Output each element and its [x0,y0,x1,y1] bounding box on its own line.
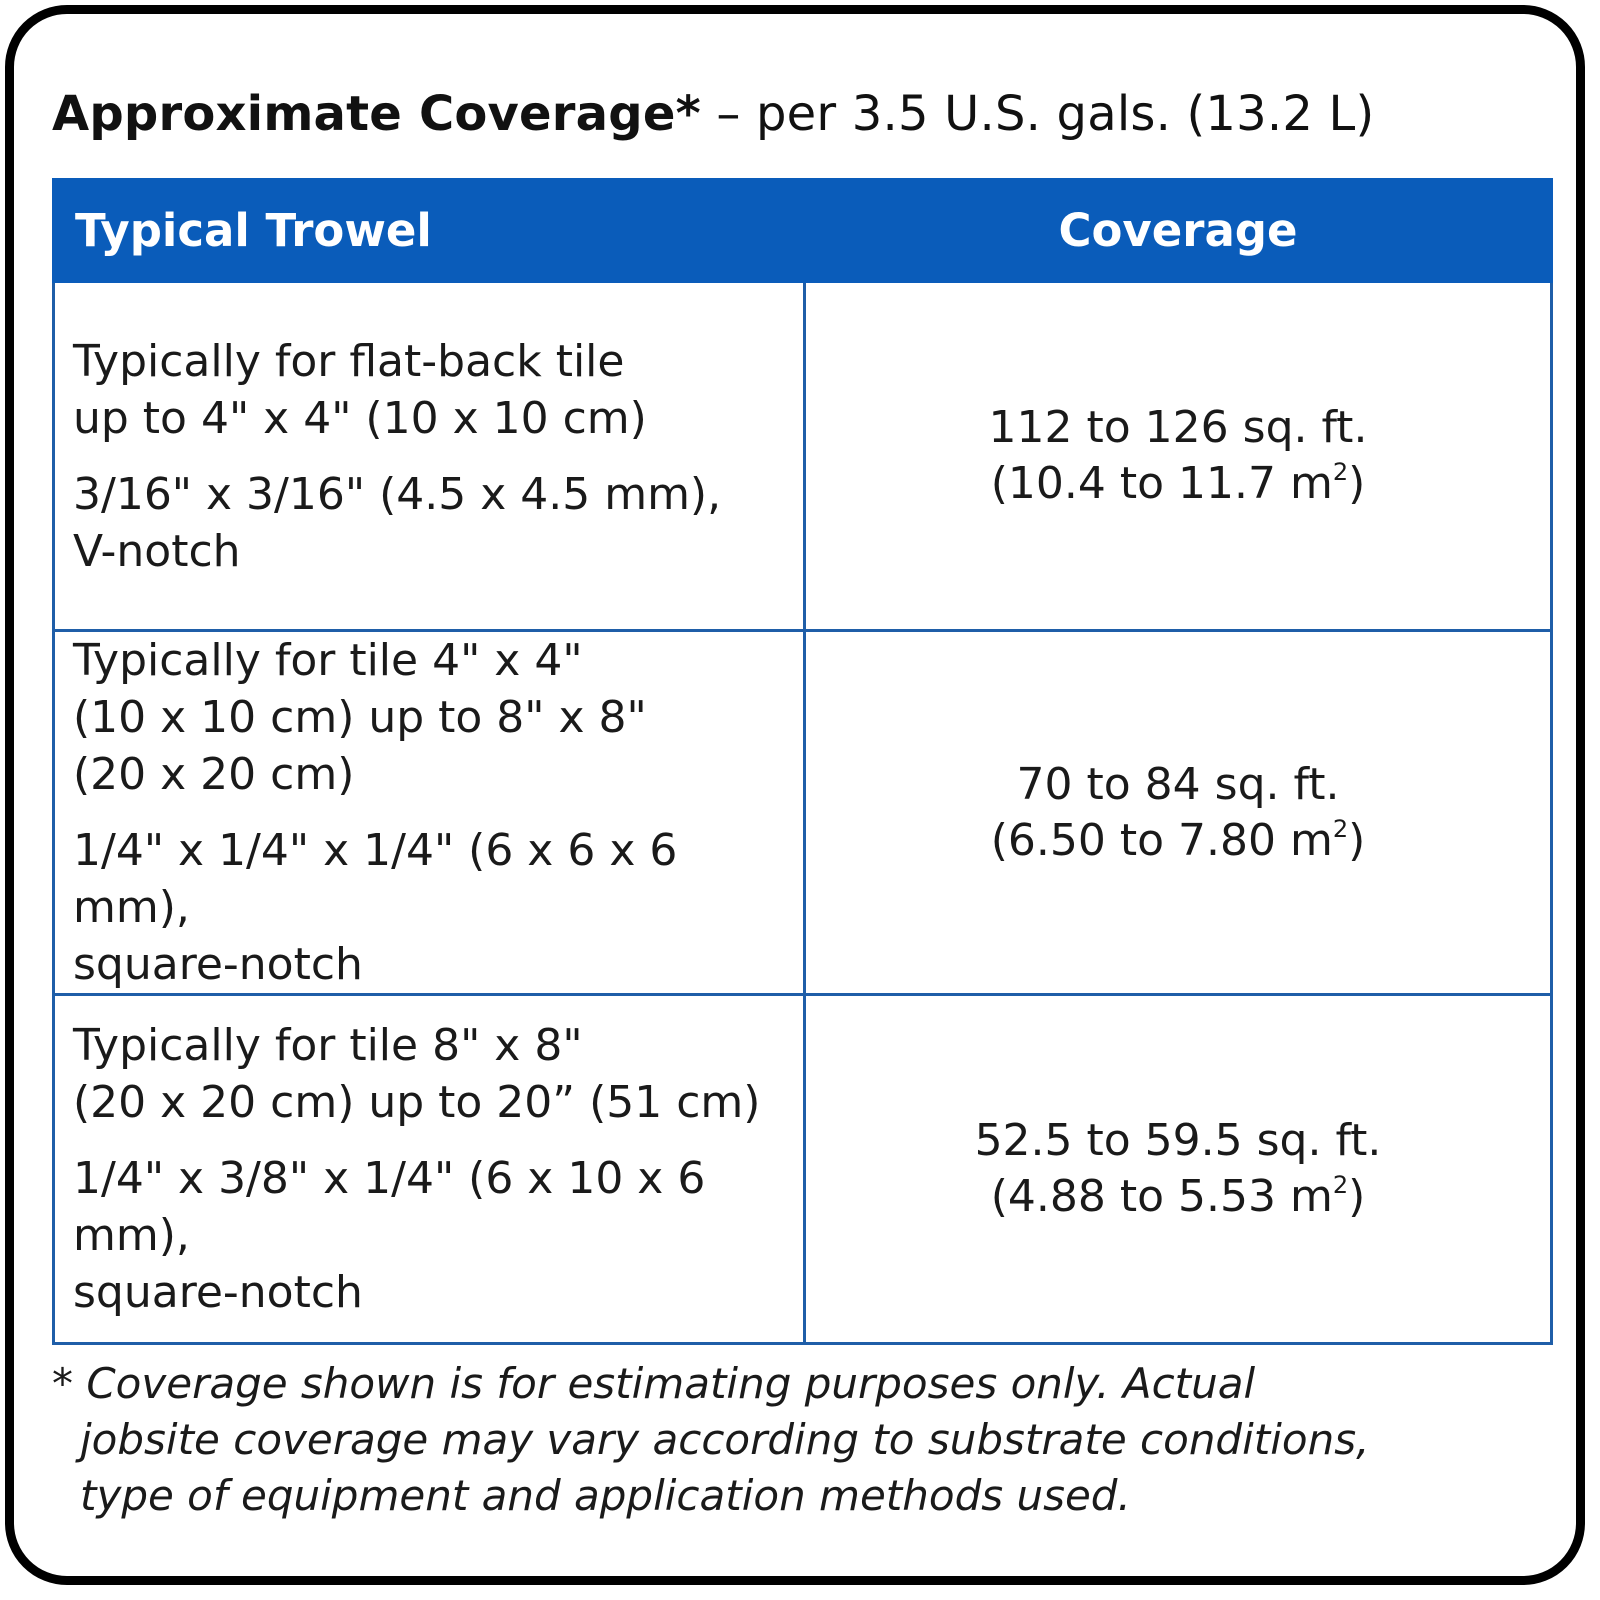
coverage-metric-value: (10.4 to 11.7 m [990,458,1333,509]
coverage-cell [805,995,1552,1344]
notch-line: 1/4" x 3/8" x 1/4" (6 x 10 x 6 mm), [73,1153,706,1261]
footnote-line: * Coverage shown is for estimating purposes only. Actual [52,1359,1256,1408]
coverage-metric [807,456,1549,512]
coverage-metric-close: ) [1348,458,1366,509]
footnote-line: jobsite coverage may vary according to substrate conditions, [80,1415,1370,1464]
coverage-metric-exponent: 2 [1332,814,1349,843]
tile-description [73,333,785,447]
title-bold: Approximate Coverage* [52,86,701,142]
table-header-row [54,180,1552,282]
footnote-line: type of equipment and application methods used. [80,1471,1131,1520]
coverage-metric-value: (6.50 to 7.80 m [990,814,1333,866]
tile-description [73,1017,785,1131]
coverage-imperial: 70 to 84 sq. ft. [1016,758,1340,810]
table-row [54,631,1552,995]
coverage-metric [807,813,1549,869]
table-row [54,282,1552,631]
coverage-metric [807,1169,1549,1225]
coverage-metric-exponent: 2 [1332,1171,1349,1199]
trowel-cell [54,995,805,1344]
coverage-imperial: 112 to 126 sq. ft. [988,402,1368,453]
trowel-cell [54,631,805,995]
tile-line: up to 4" x 4" (10 x 10 cm) [73,392,647,444]
tile-line: (20 x 20 cm) up to 20” (51 cm) [73,1077,761,1128]
tile-line: (20 x 20 cm) [73,749,355,800]
notch-description [73,466,785,580]
coverage-table [52,178,1553,1345]
notch-description [73,1150,785,1321]
tile-description [73,632,785,803]
tile-line: Typically for tile 4" x 4" [73,635,583,686]
footnote [52,1356,1552,1524]
coverage-imperial: 52.5 to 59.5 sq. ft. [974,1115,1382,1166]
coverage-cell [805,631,1552,995]
coverage-metric-close: ) [1348,814,1366,866]
coverage-metric-value: (4.88 to 5.53 m [990,1171,1333,1222]
header-typical-trowel: Typical Trowel [54,180,805,282]
coverage-metric-close: ) [1348,1171,1366,1222]
title-rest: – per 3.5 U.S. gals. (13.2 L) [700,86,1375,142]
table-row [54,995,1552,1344]
coverage-cell [805,282,1552,631]
notch-line: square-notch [73,1267,363,1318]
tile-line: Typically for flat-back tile [73,335,625,387]
notch-line: 3/16" x 3/16" (4.5 x 4.5 mm), [73,468,722,520]
tile-line: (10 x 10 cm) up to 8" x 8" [73,692,647,743]
notch-description [73,822,785,993]
page-title [52,86,1374,142]
notch-line: V-notch [73,525,241,577]
coverage-metric-exponent: 2 [1332,458,1349,486]
notch-line: 1/4" x 1/4" x 1/4" (6 x 6 x 6 mm), [73,825,678,933]
notch-line: square-notch [73,939,363,990]
trowel-cell [54,282,805,631]
tile-line: Typically for tile 8" x 8" [73,1020,583,1071]
header-coverage: Coverage [805,180,1552,282]
